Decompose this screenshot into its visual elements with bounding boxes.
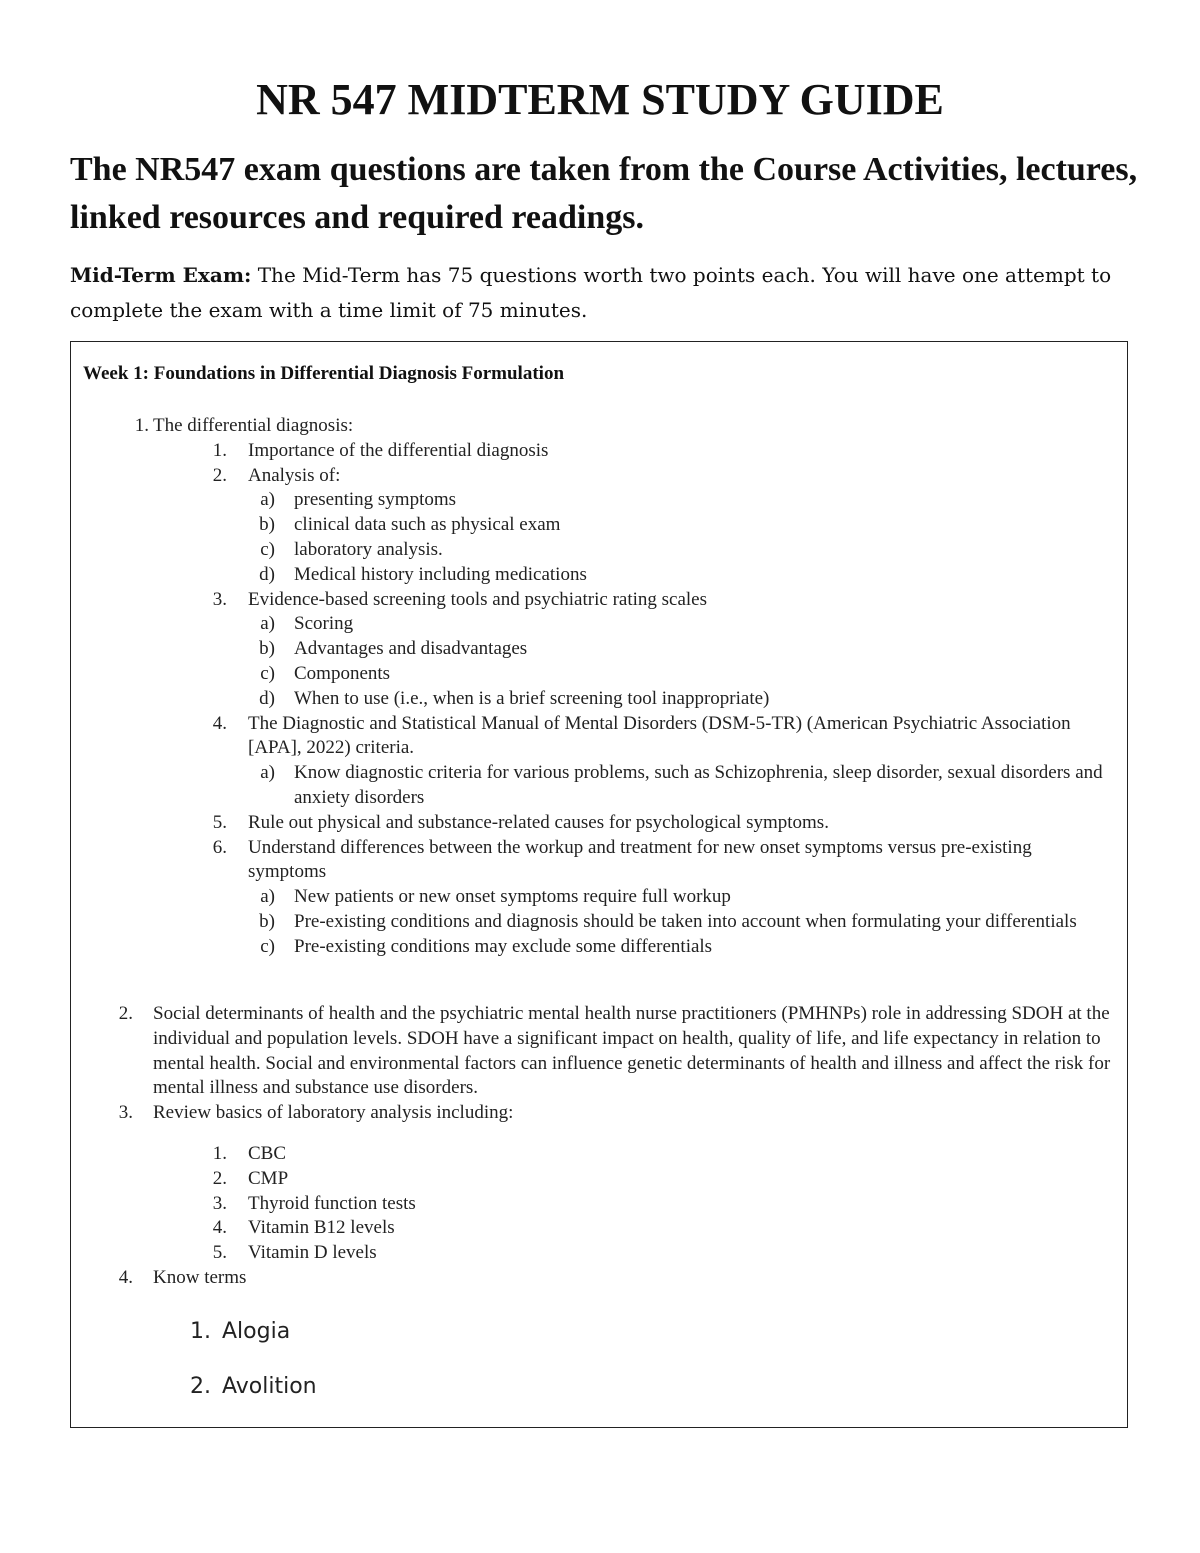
sub-letter: b) <box>259 910 275 932</box>
lab-item <box>71 1216 1121 1241</box>
lab-text: Vitamin B12 levels <box>248 1217 395 1239</box>
sub-sub-item <box>71 761 1121 811</box>
lab-number: 4. <box>212 1217 227 1239</box>
sub-text: Know diagnostic criteria for various problems, such as Schizophrenia, sleep disorder, sexual disorders and anxiety disorders <box>294 762 1103 808</box>
list-text: The differential diagnosis: <box>153 415 354 436</box>
sub-item <box>71 464 1121 489</box>
lab-number: 5. <box>212 1242 227 1264</box>
sub-text: clinical data such as physical exam <box>294 514 561 536</box>
sub-sub-item <box>71 885 1121 910</box>
lab-number: 1. <box>212 1143 227 1164</box>
sub-text: When to use (i.e., when is a brief screening tool inappropriate) <box>294 687 770 709</box>
sub-number: 2. <box>212 464 227 486</box>
lab-text: Thyroid function tests <box>248 1192 416 1214</box>
sub-sub-item <box>71 612 1121 637</box>
sub-letter: c) <box>260 662 275 684</box>
sub-text: Evidence-based screening tools and psychiatric rating scales <box>248 588 707 610</box>
sub-text: New patients or new onset symptoms require full workup <box>294 886 731 908</box>
list-number: 2. <box>118 1003 133 1024</box>
study-guide-box <box>70 341 1128 1428</box>
list-item <box>71 1101 1121 1126</box>
lab-list <box>71 1142 1121 1291</box>
lab-item <box>71 1167 1121 1192</box>
sub-text: The Diagnostic and Statistical Manual of Mental Disorders (DSM-5-TR) (American Psychiatric Association [APA], 2022) criteria. <box>248 712 1071 759</box>
sub-text: laboratory analysis. <box>294 538 443 560</box>
sub-text: Components <box>294 662 391 684</box>
sub-letter: b) <box>259 638 275 660</box>
sub-letter: d) <box>259 687 275 709</box>
sub-item <box>71 811 1121 836</box>
list-item <box>71 1002 1121 1101</box>
sub-text: Analysis of: <box>248 464 341 486</box>
sub-sub-item <box>71 563 1121 588</box>
sub-letter: a) <box>260 489 275 511</box>
lab-item <box>71 1142 1121 1167</box>
sub-number: 4. <box>212 712 227 734</box>
sub-letter: b) <box>259 514 275 536</box>
list-item <box>71 414 1121 439</box>
term-text: Avolition <box>222 1374 317 1399</box>
sub-item <box>71 439 1121 464</box>
list-number: 4. <box>118 1266 133 1288</box>
sub-letter: d) <box>259 563 275 585</box>
sub-text: Scoring <box>294 613 354 635</box>
sub-sub-item <box>71 935 1121 960</box>
lab-text: CBC <box>248 1143 287 1164</box>
sub-sub-item <box>71 910 1121 935</box>
terms-list <box>71 1317 1121 1402</box>
page-subtitle: The NR547 exam questions are taken from the Course Activities, lectures, linked resources and required readings. <box>70 151 1138 236</box>
list-number: 3. <box>118 1102 133 1124</box>
sub-sub-item <box>71 637 1121 662</box>
exam-text: The Mid-Term has 75 questions worth two points each. You will have one attempt to complete the exam with a time limit of 75 minutes. <box>70 263 1112 322</box>
list-text: Know terms <box>153 1266 247 1288</box>
lab-number: 2. <box>212 1167 227 1189</box>
sub-number: 6. <box>212 836 227 858</box>
sub-item <box>71 712 1121 762</box>
sub-item <box>71 588 1121 613</box>
sub-number: 3. <box>212 588 227 610</box>
sub-sub-item <box>71 488 1121 513</box>
sub-text: Rule out physical and substance-related causes for psychological symptoms. <box>248 811 829 833</box>
sub-text: presenting symptoms <box>294 489 457 511</box>
lab-item <box>71 1192 1121 1217</box>
term-number: 2. <box>190 1374 211 1399</box>
sub-text: Importance of the differential diagnosis <box>248 439 549 461</box>
sub-letter: c) <box>260 935 275 957</box>
lab-number: 3. <box>212 1192 227 1214</box>
list-item <box>71 1266 1121 1291</box>
exam-label: Mid-Term Exam: <box>70 263 252 287</box>
sub-number: 1. <box>212 439 227 461</box>
item-1-block <box>71 414 1121 960</box>
sub-letter: a) <box>260 886 275 908</box>
sub-text: Pre-existing conditions may exclude some differentials <box>294 935 713 957</box>
page-title: NR 547 MIDTERM STUDY GUIDE <box>256 75 944 124</box>
sub-text: Advantages and disadvantages <box>294 638 528 660</box>
lab-text: Vitamin D levels <box>248 1242 377 1264</box>
sub-text: Medical history including medications <box>294 563 587 585</box>
lab-item <box>71 1241 1121 1266</box>
term-item <box>71 1317 1121 1372</box>
sub-text: Pre-existing conditions and diagnosis should be taken into account when formulating your differentials <box>294 910 1077 932</box>
sub-sub-item <box>71 513 1121 538</box>
item-2-block <box>71 1002 1121 1126</box>
sub-text: Understand differences between the workup and treatment for new onset symptoms versus pre-existing symptoms <box>248 836 1032 883</box>
term-item <box>71 1372 1121 1402</box>
sub-sub-item <box>71 662 1121 687</box>
term-text: Alogia <box>222 1319 291 1344</box>
week-heading: Week 1: Foundations in Differential Diagnosis Formulation <box>83 363 565 384</box>
sub-letter: a) <box>260 613 275 635</box>
sub-sub-item <box>71 687 1121 712</box>
sub-sub-item <box>71 538 1121 563</box>
sub-letter: c) <box>260 538 275 560</box>
list-text: Social determinants of health and the psychiatric mental health nurse practitioners (PMHNPs) role in addressing SDOH at the individual and population levels. SDOH have a significant impact on health, quality of life, and life expectancy in relation to mental health. Social and environmental factors can influence genetic determinants of health and illness and affect the risk for mental illness and substance use disorders. <box>153 1003 1111 1099</box>
list-text: Review basics of laboratory analysis including: <box>153 1102 514 1124</box>
lab-text: CMP <box>248 1167 289 1189</box>
sub-letter: a) <box>260 762 275 784</box>
sub-item <box>71 836 1121 886</box>
sub-number: 5. <box>212 811 227 833</box>
exam-info <box>70 258 1150 328</box>
term-number: 1. <box>190 1319 211 1344</box>
list-number: 1. <box>134 415 149 436</box>
